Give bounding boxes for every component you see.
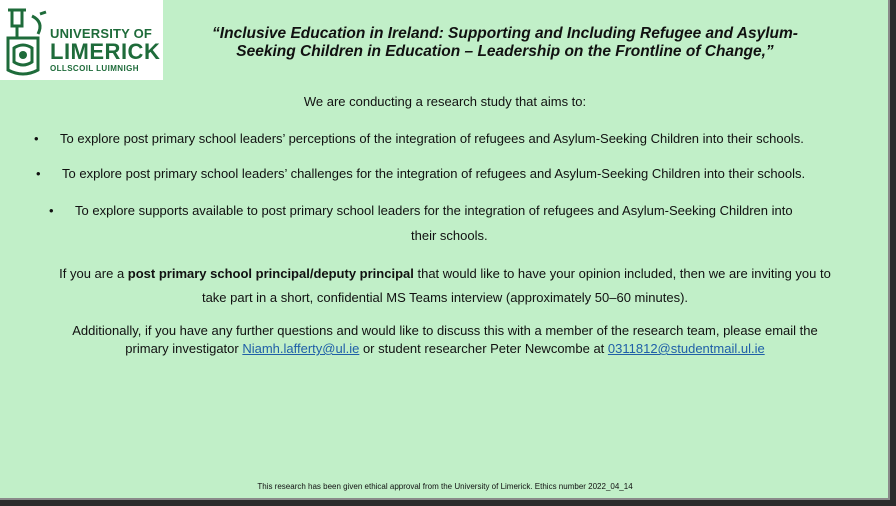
logo-line1: UNIVERSITY OF: [50, 26, 153, 41]
investigator-email-link[interactable]: Niamh.lafferty@ul.ie: [242, 341, 360, 356]
aim-text: To explore post primary school leaders’ perceptions of the integration of refugees and Asylum-Seeking Children into their schools.: [60, 131, 804, 146]
invite-role: post primary school principal/deputy principal: [127, 266, 414, 281]
contact-paragraph: [0, 322, 890, 358]
limerick-crest-icon: [2, 4, 50, 78]
study-title: “Inclusive Education in Ireland: Supporting and Including Refugee and Asylum-Seeking Children in Education – Leadership on the Frontline of Change,”: [212, 25, 798, 60]
aim-text: their schools.: [411, 228, 488, 243]
logo-line3: OLLSCOIL LUIMNIGH: [50, 64, 139, 73]
aim-text: To explore post primary school leaders’ challenges for the integration of refugees and Asylum-Seeking Children into their schools.: [62, 166, 806, 181]
contact-pre: primary investigator: [125, 341, 243, 356]
student-email-link[interactable]: 0311812@studentmail.ul.ie: [607, 341, 765, 356]
invite-paragraph: [0, 263, 890, 308]
university-logo: [0, 0, 163, 80]
invite-prefix: If you are a: [59, 266, 128, 281]
logo-line2: LIMERICK: [50, 39, 161, 64]
intro-text: We are conducting a research study that aims to:: [303, 94, 587, 109]
bullet-icon: •: [34, 131, 39, 146]
bullet-icon: •: [49, 203, 54, 218]
contact-line1: Additionally, if you have any further questions and would like to discuss this with a member of the research team, please email the: [72, 323, 818, 338]
invite-line2: take part in a short, confidential MS Teams interview (approximately 50–60 minutes).: [201, 290, 689, 305]
logo-wordmark: [50, 27, 160, 73]
contact-mid: or student researcher Peter Newcombe at: [359, 341, 608, 356]
bullet-icon: •: [36, 166, 41, 181]
invite-suffix: that would like to have your opinion included, then we are inviting you to: [413, 266, 831, 281]
ethics-footer: This research has been given ethical approval from the University of Limerick. Ethics number 2022_04_14: [257, 482, 633, 491]
aim-text: To explore supports available to post primary school leaders for the integration of refugees and Asylum-Seeking Children into: [75, 203, 793, 218]
